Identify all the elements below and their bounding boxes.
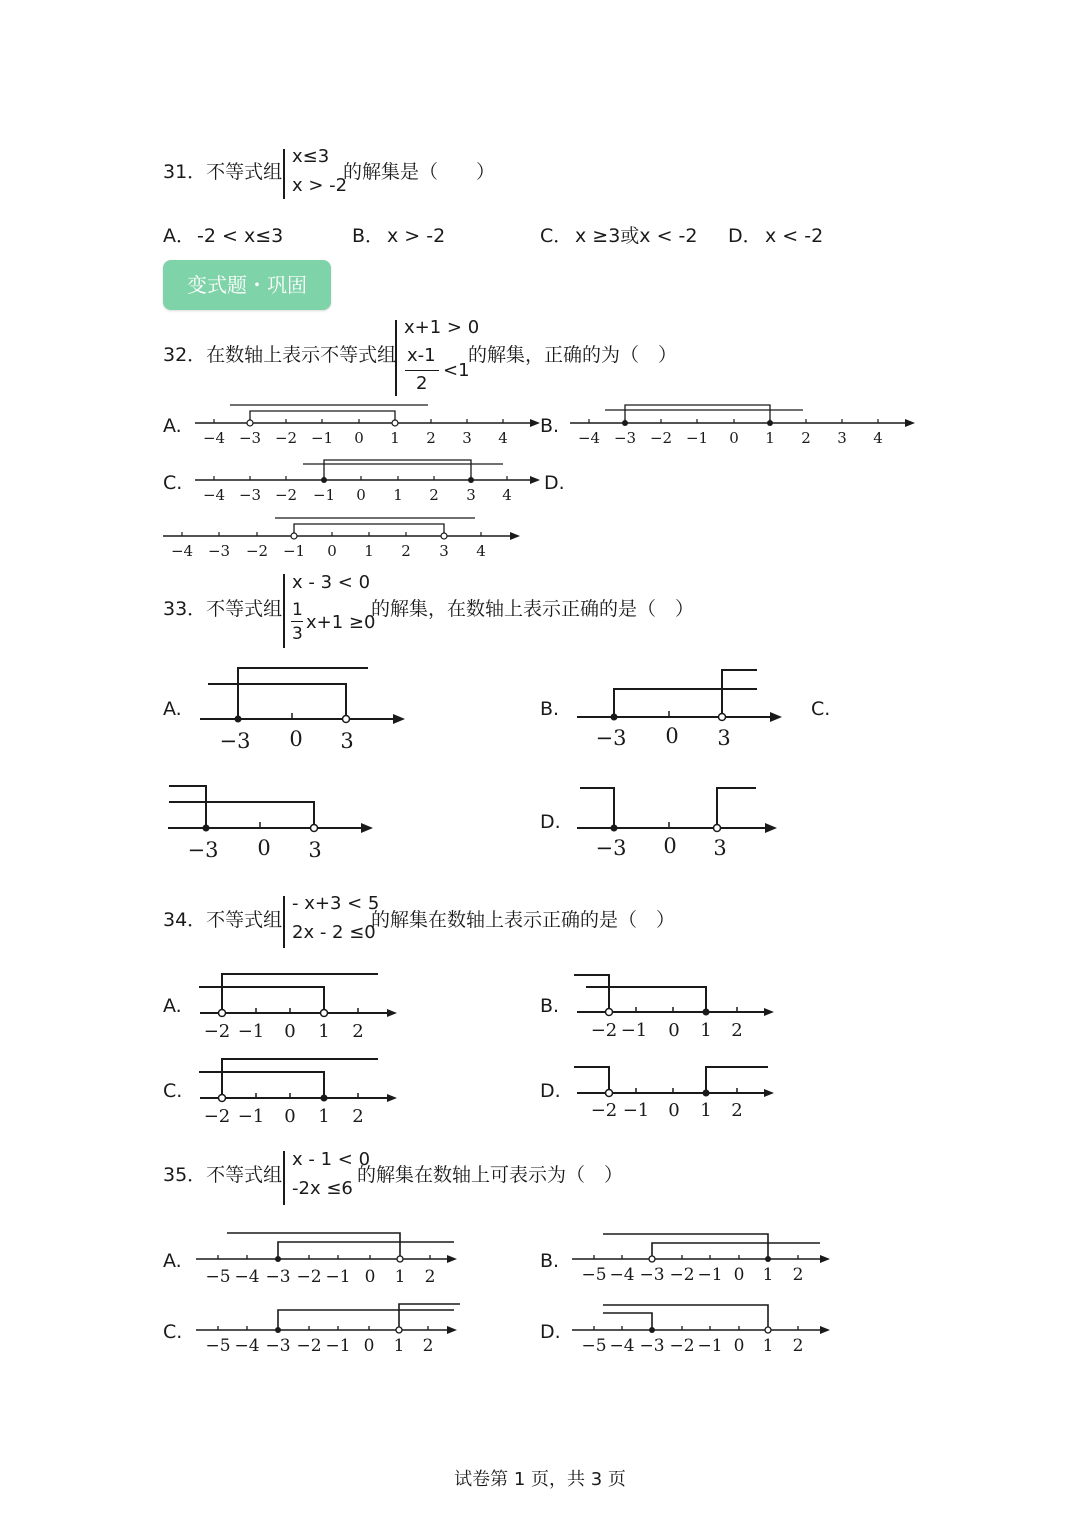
q32-suffix: 的解集，正确的为（ ） [468,344,678,366]
q35-numberline-b [568,1222,843,1292]
tick-label: −3 [595,836,627,860]
q32-frac-den: 2 [416,373,428,394]
q35-numberline-a [192,1222,472,1292]
tick-label: 1 [364,542,374,560]
tick-label: 0 [289,727,303,751]
tick-label: −4 [170,542,194,560]
tick-label: 2 [731,1100,743,1121]
tick-label: 0 [733,1336,745,1356]
q33-label-c[interactable]: C. [811,698,831,720]
tick-label: 2 [801,429,811,447]
tick-label: −1 [237,1106,265,1127]
tick-label: 2 [401,542,411,560]
tick-label: 1 [762,1265,774,1285]
tick-label: 0 [733,1265,745,1285]
q33-label-b[interactable]: B. [540,698,560,720]
tick-label: −3 [639,1265,665,1285]
tick-label: −3 [187,838,219,862]
tick-label: −5 [205,1336,231,1356]
q31-option-d-text: x < -2 [765,225,824,247]
tick-label: 2 [426,429,436,447]
q32-line1: x+1 > 0 [404,317,480,338]
tick-label: −4 [234,1267,260,1287]
tick-label: −3 [238,486,262,504]
tick-label: 1 [700,1020,712,1041]
q34-numberline-d [572,1052,787,1132]
tick-label: −3 [265,1267,291,1287]
tick-label: −2 [669,1336,695,1356]
tick-label: 1 [394,1267,406,1287]
tick-label: 2 [352,1021,364,1042]
q33-label-a[interactable]: A. [163,698,182,720]
q32-frac-bar [405,370,439,371]
tick-label: 3 [837,429,847,447]
tick-label: −4 [202,429,226,447]
tick-label: 3 [340,729,354,753]
tick-label: −2 [203,1106,231,1127]
tick-label: −1 [622,1100,650,1121]
tick-label: 1 [765,429,775,447]
tick-label: 3 [308,838,322,862]
page-footer: 试卷第 1 页，共 3 页 [454,1469,626,1490]
q31-option-c-text: x ≥3或x < -2 [575,225,698,247]
tick-label: −2 [669,1265,695,1285]
tick-label: −3 [613,429,637,447]
q34-label-b[interactable]: B. [540,995,560,1017]
q32-label-a[interactable]: A. [163,415,182,437]
tick-label: −1 [310,429,334,447]
section-badge: 变式题・巩固 [163,260,331,310]
q32-frac-num: x-1 [407,345,436,366]
q32-numberline-a [190,395,550,450]
q33-frac-bar [291,621,303,622]
tick-label: −1 [282,542,306,560]
tick-label: −3 [595,726,627,750]
tick-label: −2 [203,1021,231,1042]
q31-option-c-label[interactable]: C． [540,225,573,247]
tick-label: 1 [393,486,403,504]
tick-label: 1 [318,1106,330,1127]
tick-label: 0 [665,724,679,748]
tick-label: 1 [393,1336,405,1356]
q34-label-a[interactable]: A. [163,995,182,1017]
tick-label: −5 [205,1267,231,1287]
tick-label: −1 [237,1021,265,1042]
q34-brace [283,896,292,948]
tick-label: −1 [697,1336,723,1356]
tick-label: 2 [731,1020,743,1041]
tick-label: −3 [265,1336,291,1356]
tick-label: 0 [354,429,364,447]
tick-label: 0 [284,1021,296,1042]
tick-label: −3 [238,429,262,447]
q31-option-a-label[interactable]: A． [163,225,195,247]
tick-label: 2 [352,1106,364,1127]
tick-label: 2 [429,486,439,504]
tick-label: −1 [312,486,336,504]
tick-label: −4 [609,1336,635,1356]
q33-line2-rest: x+1 ≥0 [306,612,376,633]
q33-numberline-d [572,772,792,867]
q33-numberline-a [195,660,415,755]
q31-option-a-text: -2 < x≤3 [197,225,284,247]
q35-label-b[interactable]: B. [540,1250,560,1272]
tick-label: −1 [620,1020,648,1041]
q33-label-d[interactable]: D. [540,811,561,833]
tick-label: 0 [668,1100,680,1121]
tick-label: −2 [245,542,269,560]
tick-label: 0 [284,1106,296,1127]
q32-numberline-d [160,508,530,563]
q32-label-b[interactable]: B. [540,415,560,437]
tick-label: 3 [717,726,731,750]
q32-numberline-c [190,452,550,507]
q31-suffix: 的解集是（ ） [343,161,496,183]
q31-brace [283,149,292,199]
q32-brace [395,320,404,396]
tick-label: 0 [729,429,739,447]
tick-label: −2 [274,429,298,447]
q34-numberline-b [572,965,787,1045]
tick-label: −5 [581,1265,607,1285]
tick-label: 1 [762,1336,774,1356]
q33-numberline-b [572,660,792,755]
q34-prefix: 34．不等式组 [163,909,283,931]
tick-label: −5 [581,1336,607,1356]
q35-label-d[interactable]: D. [540,1321,561,1343]
q35-line2: -2x ≤6 [292,1178,353,1199]
tick-label: −4 [202,486,226,504]
tick-label: 3 [462,429,472,447]
q33-line2-num: 1 [292,600,303,620]
tick-label: 0 [668,1020,680,1041]
q35-numberline-c [192,1293,472,1363]
q33-line2-den: 3 [292,624,303,644]
q35-suffix: 的解集在数轴上可表示为（ ） [357,1164,624,1186]
q34-numberline-c [195,1050,410,1130]
q32-numberline-b [565,395,925,450]
tick-label: 0 [356,486,366,504]
q32-prefix: 32．在数轴上表示不等式组 [163,344,397,366]
tick-label: 1 [700,1100,712,1121]
q35-brace [283,1151,292,1205]
tick-label: 2 [422,1336,434,1356]
q31-option-b-label[interactable]: B． [352,225,385,247]
tick-label: 2 [792,1265,804,1285]
tick-label: 0 [364,1267,376,1287]
tick-label: −1 [325,1267,351,1287]
tick-label: 4 [502,486,512,504]
tick-label: −4 [577,429,601,447]
q33-numberline-c [163,772,383,867]
tick-label: −2 [590,1020,618,1041]
q31-prefix: 31．不等式组 [163,161,283,183]
q31-line2: x > -2 [292,175,348,196]
q35-prefix: 35．不等式组 [163,1164,283,1186]
q34-suffix: 的解集在数轴上表示正确的是（ ） [371,909,676,931]
q33-suffix: 的解集，在数轴上表示正确的是（ ） [371,598,695,620]
q34-label-d[interactable]: D. [540,1080,561,1102]
q34-line1: - x+3 < 5 [292,893,380,914]
q35-label-a[interactable]: A. [163,1250,182,1272]
q33-line1: x - 3 < 0 [292,572,371,593]
tick-label: −2 [296,1336,322,1356]
tick-label: 1 [318,1021,330,1042]
tick-label: 3 [713,836,727,860]
tick-label: 0 [327,542,337,560]
tick-label: 0 [663,834,677,858]
tick-label: −3 [219,729,251,753]
q32-label-c[interactable]: C. [163,472,183,494]
tick-label: −3 [639,1336,665,1356]
tick-label: −1 [685,429,709,447]
q35-label-c[interactable]: C. [163,1321,183,1343]
q31-option-d-label[interactable]: D． [728,225,762,247]
tick-label: −3 [207,542,231,560]
q31-line1: x≤3 [292,146,330,167]
tick-label: 0 [363,1336,375,1356]
tick-label: −1 [325,1336,351,1356]
q32-label-d[interactable]: D. [544,472,565,494]
tick-label: 3 [466,486,476,504]
tick-label: 2 [424,1267,436,1287]
tick-label: −2 [649,429,673,447]
q33-brace [283,574,292,648]
tick-label: 3 [439,542,449,560]
q31-option-b-text: x > -2 [387,225,446,247]
tick-label: −2 [590,1100,618,1121]
tick-label: −4 [609,1265,635,1285]
tick-label: −4 [234,1336,260,1356]
q33-prefix: 33．不等式组 [163,598,283,620]
tick-label: 4 [498,429,508,447]
tick-label: −2 [296,1267,322,1287]
q34-numberline-a [195,965,410,1045]
q34-line2: 2x - 2 ≤0 [292,922,376,943]
tick-label: 2 [792,1336,804,1356]
q34-label-c[interactable]: C. [163,1080,183,1102]
tick-label: 4 [476,542,486,560]
q35-line1: x - 1 < 0 [292,1149,371,1170]
tick-label: 0 [257,836,271,860]
tick-label: −2 [274,486,298,504]
tick-label: −1 [697,1265,723,1285]
tick-label: 1 [390,429,400,447]
q35-numberline-d [568,1293,843,1363]
tick-label: 4 [873,429,883,447]
q32-frac-rel: <1 [443,360,470,381]
